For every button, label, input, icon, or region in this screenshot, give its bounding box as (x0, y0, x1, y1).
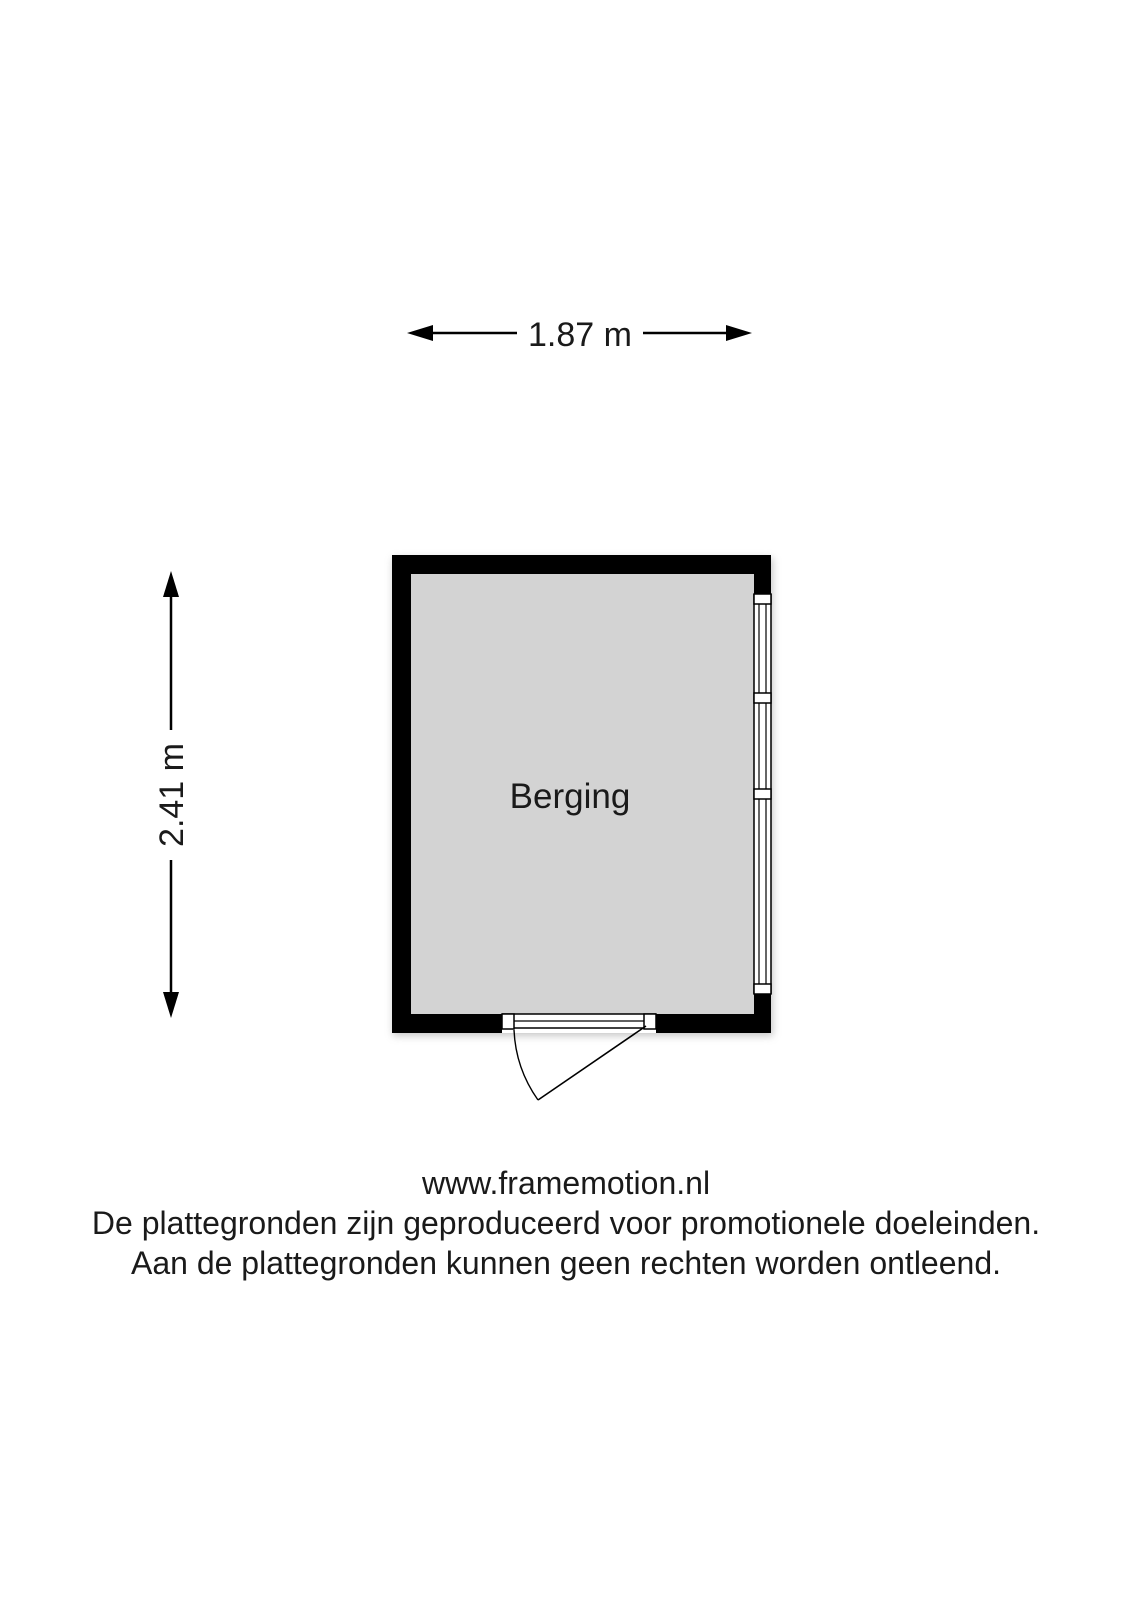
window-post-top (754, 594, 771, 604)
footer-disclaimer-line1: De plattegronden zijn geproduceerd voor promotionele doeleinden. (91, 1205, 1041, 1241)
window-right (754, 594, 771, 994)
height-dimension (153, 571, 191, 1018)
height-arrow-top-icon (163, 571, 179, 597)
door-swing-arc (514, 1030, 538, 1100)
door-opening (502, 1014, 656, 1033)
width-arrow-left-icon (407, 325, 433, 341)
footer-disclaimer-line2: Aan de plattegronden kunnen geen rechten worden ontleend. (130, 1245, 1001, 1281)
height-arrow-bottom-icon (163, 992, 179, 1018)
room-label: Berging (509, 777, 631, 816)
width-dimension-label: 1.87 m (528, 316, 632, 354)
height-dimension-label: 2.41 m (153, 743, 191, 847)
door-leaf (538, 1026, 646, 1100)
door-bottom (502, 1014, 656, 1100)
door-jamb-left (502, 1014, 514, 1029)
footer-website: www.framemotion.nl (421, 1165, 711, 1201)
room-berging (392, 555, 773, 1100)
window-post-bottom (754, 984, 771, 994)
window-post-middle (754, 789, 771, 799)
window-post-upper (754, 693, 771, 703)
width-dimension (407, 316, 752, 354)
width-arrow-right-icon (726, 325, 752, 341)
